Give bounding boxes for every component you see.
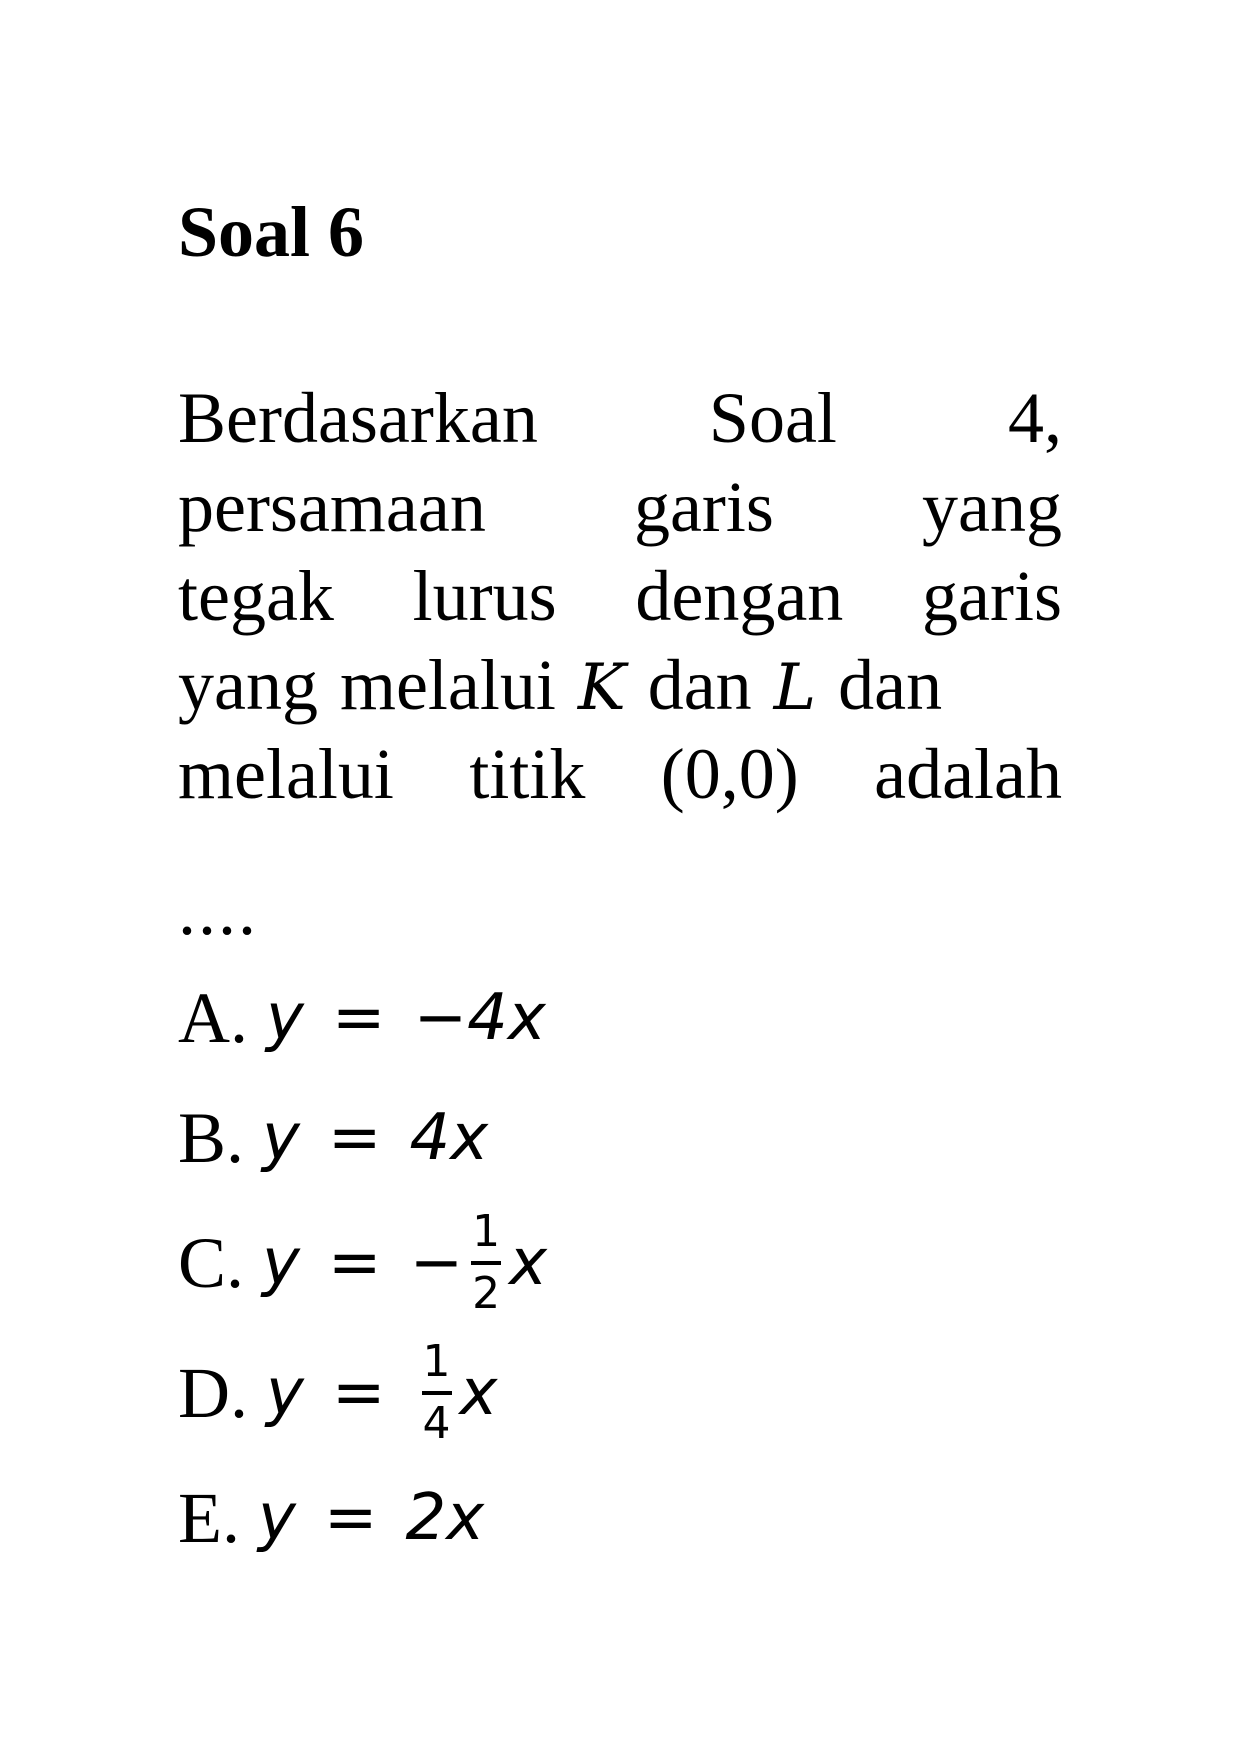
math-lhs: y xyxy=(262,1226,300,1300)
option-d[interactable] xyxy=(178,1328,1078,1458)
word: lurus xyxy=(412,556,557,636)
option-letter: C. xyxy=(178,1222,245,1303)
question-line-3 xyxy=(178,552,1062,641)
word: tegak xyxy=(178,556,334,636)
word: dengan xyxy=(635,556,844,636)
option-letter: D. xyxy=(178,1352,248,1433)
question-ellipsis: .... xyxy=(178,870,258,950)
math-lhs: y xyxy=(262,1101,300,1175)
question-line-1 xyxy=(178,374,1062,463)
fraction-numerator: 1 xyxy=(472,1206,501,1257)
option-equation xyxy=(266,1337,497,1449)
option-e[interactable] xyxy=(178,1458,1078,1578)
fraction-denominator: 4 xyxy=(422,1398,451,1449)
option-equation xyxy=(262,1207,547,1319)
word: melalui xyxy=(178,734,394,814)
math-equals: = xyxy=(331,1356,386,1430)
math-rhs: 2x xyxy=(405,1481,485,1555)
math-lhs: y xyxy=(266,981,304,1055)
math-rhs: −4x xyxy=(413,981,546,1055)
word: 4, xyxy=(1008,378,1062,458)
option-letter: E. xyxy=(178,1477,240,1558)
question-text xyxy=(178,374,1062,819)
word: garis xyxy=(922,556,1063,636)
fraction-bar xyxy=(422,1391,452,1395)
fraction xyxy=(471,1207,501,1319)
option-equation xyxy=(262,1101,488,1175)
word: persamaan xyxy=(178,467,486,547)
math-rhs: 4x xyxy=(409,1101,489,1175)
math-lhs: y xyxy=(257,1481,296,1555)
line4-mid: dan xyxy=(625,645,774,725)
math-equals: = xyxy=(327,1101,382,1175)
line4-suffix: dan xyxy=(816,645,943,725)
math-equals: = xyxy=(331,981,386,1055)
word: titik xyxy=(469,734,586,814)
answer-options xyxy=(178,958,1078,1578)
word: Berdasarkan xyxy=(178,378,538,458)
fraction-denominator: 2 xyxy=(472,1268,501,1319)
fraction-numerator: 1 xyxy=(422,1336,451,1387)
line4-prefix: yang melalui xyxy=(178,645,578,725)
point-l: L xyxy=(773,651,817,725)
point-k: K xyxy=(577,651,626,725)
math-equals: = xyxy=(327,1226,382,1300)
question-line-2 xyxy=(178,463,1062,552)
option-a[interactable] xyxy=(178,958,1078,1078)
question-line-5 xyxy=(178,730,1062,819)
fraction-bar xyxy=(471,1261,501,1265)
option-c[interactable] xyxy=(178,1198,1078,1328)
word: yang xyxy=(922,467,1063,547)
option-letter: B. xyxy=(178,1097,245,1178)
math-variable: x xyxy=(509,1226,548,1300)
question-line-4 xyxy=(178,641,1062,730)
option-equation xyxy=(266,981,546,1055)
option-letter: A. xyxy=(178,977,248,1058)
fraction xyxy=(422,1337,452,1449)
option-b[interactable] xyxy=(178,1078,1078,1198)
math-variable: x xyxy=(459,1356,498,1430)
math-equals: = xyxy=(323,1481,378,1555)
word: Soal xyxy=(708,378,837,458)
word: (0,0) xyxy=(660,734,799,814)
word: garis xyxy=(633,467,774,547)
math-minus: − xyxy=(409,1226,464,1300)
math-lhs: y xyxy=(266,1356,304,1430)
option-equation xyxy=(258,1481,484,1555)
question-title: Soal 6 xyxy=(178,192,365,272)
word: adalah xyxy=(874,734,1062,814)
